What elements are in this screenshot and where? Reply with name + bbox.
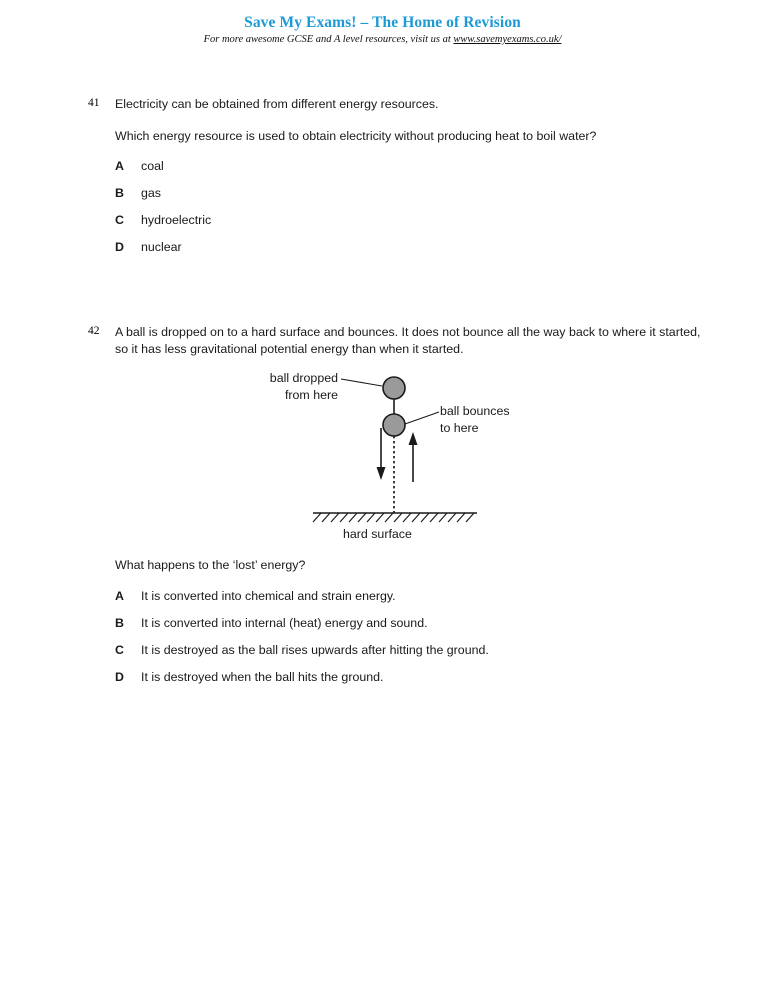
option-text: It is destroyed as the ball rises upwards after hitting the ground.	[141, 643, 489, 657]
option-text: nuclear	[141, 240, 182, 254]
leader-line-bounce	[405, 412, 439, 424]
label-ball-bounces-line-2: to here	[440, 420, 479, 435]
ground-hatching	[313, 513, 474, 522]
option-letter: A	[115, 159, 124, 173]
bouncing-ball-diagram	[255, 362, 545, 552]
option-letter: D	[115, 670, 124, 684]
label-ball-bounces	[440, 403, 570, 436]
site-title: Save My Exams! – The Home of Revision	[244, 14, 521, 31]
option-letter: D	[115, 240, 124, 254]
ball-bounce-icon	[383, 414, 405, 436]
label-ball-dropped-line-1: ball dropped	[269, 371, 338, 385]
option-text: It is converted into internal (heat) energy and sound.	[141, 616, 428, 630]
up-arrow-head-icon	[409, 432, 418, 445]
option-letter: C	[115, 213, 124, 227]
label-ball-bounces-line-1: ball bounces	[440, 404, 510, 418]
down-arrow-head-icon	[377, 467, 386, 480]
question-42-number: 42	[88, 325, 100, 337]
page-header	[0, 14, 765, 47]
subtitle-text: For more awesome GCSE and A level resources, visit us at	[203, 34, 454, 45]
option-text: It is destroyed when the ball hits the ground.	[141, 670, 384, 684]
option-letter: C	[115, 643, 124, 657]
option-text: coal	[141, 159, 164, 173]
option-letter: A	[115, 589, 124, 603]
question-42-stem: A ball is dropped on to a hard surface and bounces. It does not bounce all the way back to where it started, so it has less gravitational potential energy than when it started.	[115, 325, 701, 356]
question-41-stem-line-2: Which energy resource is used to obtain electricity without producing heat to boil water?	[115, 129, 597, 143]
option-letter: B	[115, 186, 124, 200]
leader-line-drop	[341, 379, 382, 386]
question-42-sub-question: What happens to the ‘lost’ energy?	[115, 558, 306, 572]
label-ball-dropped	[220, 370, 338, 403]
option-text: It is converted into chemical and strain energy.	[141, 589, 396, 603]
ball-start-icon	[383, 377, 405, 399]
label-ball-dropped-line-2: from here	[284, 387, 338, 402]
label-hard-surface: hard surface	[343, 527, 412, 541]
option-text: hydroelectric	[141, 213, 212, 227]
question-41-number: 41	[88, 97, 100, 109]
site-subtitle	[0, 33, 765, 47]
question-41-stem-line-1: Electricity can be obtained from different energy resources.	[115, 97, 439, 111]
option-text: gas	[141, 186, 161, 200]
site-url-link[interactable]: www.savemyexams.co.uk/	[453, 34, 562, 45]
option-letter: B	[115, 616, 124, 630]
